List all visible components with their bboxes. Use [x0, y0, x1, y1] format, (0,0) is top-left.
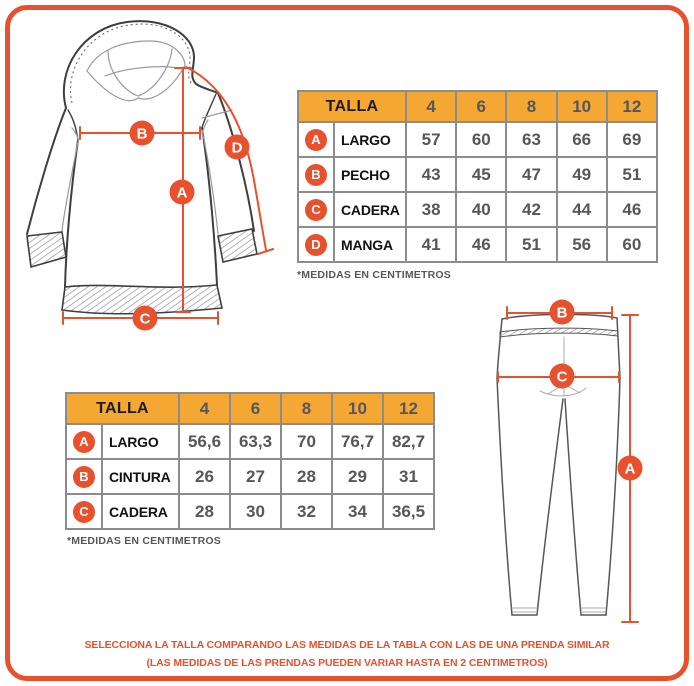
badge-cell [66, 424, 102, 459]
left-cuff-rib [27, 232, 66, 267]
size-value: 56,6 [179, 424, 230, 459]
leggings-label-c: C [556, 368, 568, 386]
size-value: 42 [506, 192, 556, 227]
selection-note-line1: SELECCIONA LA TALLA COMPARANDO LAS MEDIDAS DE LA TABLA CON LAS DE UNA PRENDA SIMILAR [84, 639, 610, 651]
measure-badge-b: B [73, 466, 95, 488]
size-value: 69 [607, 122, 657, 157]
size-value: 44 [557, 192, 607, 227]
size-value: 57 [406, 122, 456, 157]
table-row [66, 424, 434, 459]
size-value: 76,7 [332, 424, 383, 459]
measure-label: LARGO [334, 122, 406, 157]
size-value: 63 [506, 122, 556, 157]
size-col-header: 4 [406, 91, 456, 122]
measure-label: CINTURA [102, 459, 179, 494]
size-value: 28 [179, 494, 230, 529]
footnote-leggings: *MEDIDAS EN CENTIMETROS [67, 535, 221, 547]
badge-cell [298, 227, 334, 262]
size-value: 63,3 [230, 424, 281, 459]
size-col-header: 8 [506, 91, 556, 122]
size-value: 46 [607, 192, 657, 227]
hoodie-label-c: C [139, 310, 151, 328]
size-value: 60 [607, 227, 657, 262]
measure-label: CADERA [102, 494, 179, 529]
size-value: 49 [557, 157, 607, 192]
talla-header: TALLA [298, 91, 406, 122]
footnote-hoodie: *MEDIDAS EN CENTIMETROS [297, 269, 451, 281]
header-row [298, 91, 657, 122]
leggings-measure-lines [498, 300, 643, 623]
size-value: 30 [230, 494, 281, 529]
table-row [66, 459, 434, 494]
measure-label: CADERA [334, 192, 406, 227]
size-col-header: 8 [281, 393, 332, 424]
size-value: 28 [281, 459, 332, 494]
table-row [298, 192, 657, 227]
table-row [298, 227, 657, 262]
size-value: 31 [383, 459, 434, 494]
selection-note [0, 637, 694, 672]
leggings-label-a: A [624, 460, 636, 478]
badge-cell [298, 192, 334, 227]
size-col-header: 12 [383, 393, 434, 424]
talla-header: TALLA [66, 393, 179, 424]
badge-cell [66, 494, 102, 529]
header-row [66, 393, 434, 424]
size-value: 82,7 [383, 424, 434, 459]
measure-label: PECHO [334, 157, 406, 192]
size-value: 32 [281, 494, 332, 529]
table-row [298, 122, 657, 157]
size-value: 70 [281, 424, 332, 459]
badge-cell [66, 459, 102, 494]
size-col-header: 10 [557, 91, 607, 122]
hoodie-label-a: A [176, 184, 188, 202]
sleeves [27, 93, 257, 267]
size-value: 60 [456, 122, 506, 157]
size-value: 51 [506, 227, 556, 262]
leggings-diagram [460, 285, 670, 630]
size-col-header: 6 [230, 393, 281, 424]
hoodie-size-table [297, 90, 658, 263]
measure-badge-c: C [305, 199, 327, 221]
size-value: 29 [332, 459, 383, 494]
size-value: 34 [332, 494, 383, 529]
table-row [66, 494, 434, 529]
measure-label: MANGA [334, 227, 406, 262]
leggings-size-table [65, 392, 435, 530]
size-value: 56 [557, 227, 607, 262]
measure-badge-d: D [305, 234, 327, 256]
right-cuff-rib [218, 229, 257, 262]
badge-cell [298, 157, 334, 192]
table-row [298, 157, 657, 192]
size-value: 27 [230, 459, 281, 494]
size-value: 38 [406, 192, 456, 227]
hoodie-label-b: B [136, 125, 148, 143]
leggings-label-b: B [556, 304, 568, 322]
size-value: 36,5 [383, 494, 434, 529]
size-col-header: 12 [607, 91, 657, 122]
hoodie-diagram [12, 10, 292, 340]
measure-badge-a: A [305, 129, 327, 151]
size-value: 51 [607, 157, 657, 192]
size-value: 47 [506, 157, 556, 192]
size-col-header: 4 [179, 393, 230, 424]
measure-badge-c: C [73, 501, 95, 523]
size-col-header: 10 [332, 393, 383, 424]
badge-cell [298, 122, 334, 157]
measure-line-d [186, 67, 273, 254]
size-value: 43 [406, 157, 456, 192]
selection-note-line2: (LAS MEDIDAS DE LAS PRENDAS PUEDEN VARIAR HASTA EN 2 CENTIMETROS) [146, 656, 548, 669]
size-col-header: 6 [456, 91, 506, 122]
size-value: 40 [456, 192, 506, 227]
hood-inner-lines [70, 24, 192, 103]
leggings-outline [497, 314, 620, 615]
measure-label: LARGO [102, 424, 179, 459]
hoodie-label-d: D [231, 139, 243, 157]
size-value: 46 [456, 227, 506, 262]
measure-badge-a: A [73, 431, 95, 453]
size-value: 26 [179, 459, 230, 494]
measure-badge-b: B [305, 164, 327, 186]
size-value: 66 [557, 122, 607, 157]
size-value: 41 [406, 227, 456, 262]
size-value: 45 [456, 157, 506, 192]
